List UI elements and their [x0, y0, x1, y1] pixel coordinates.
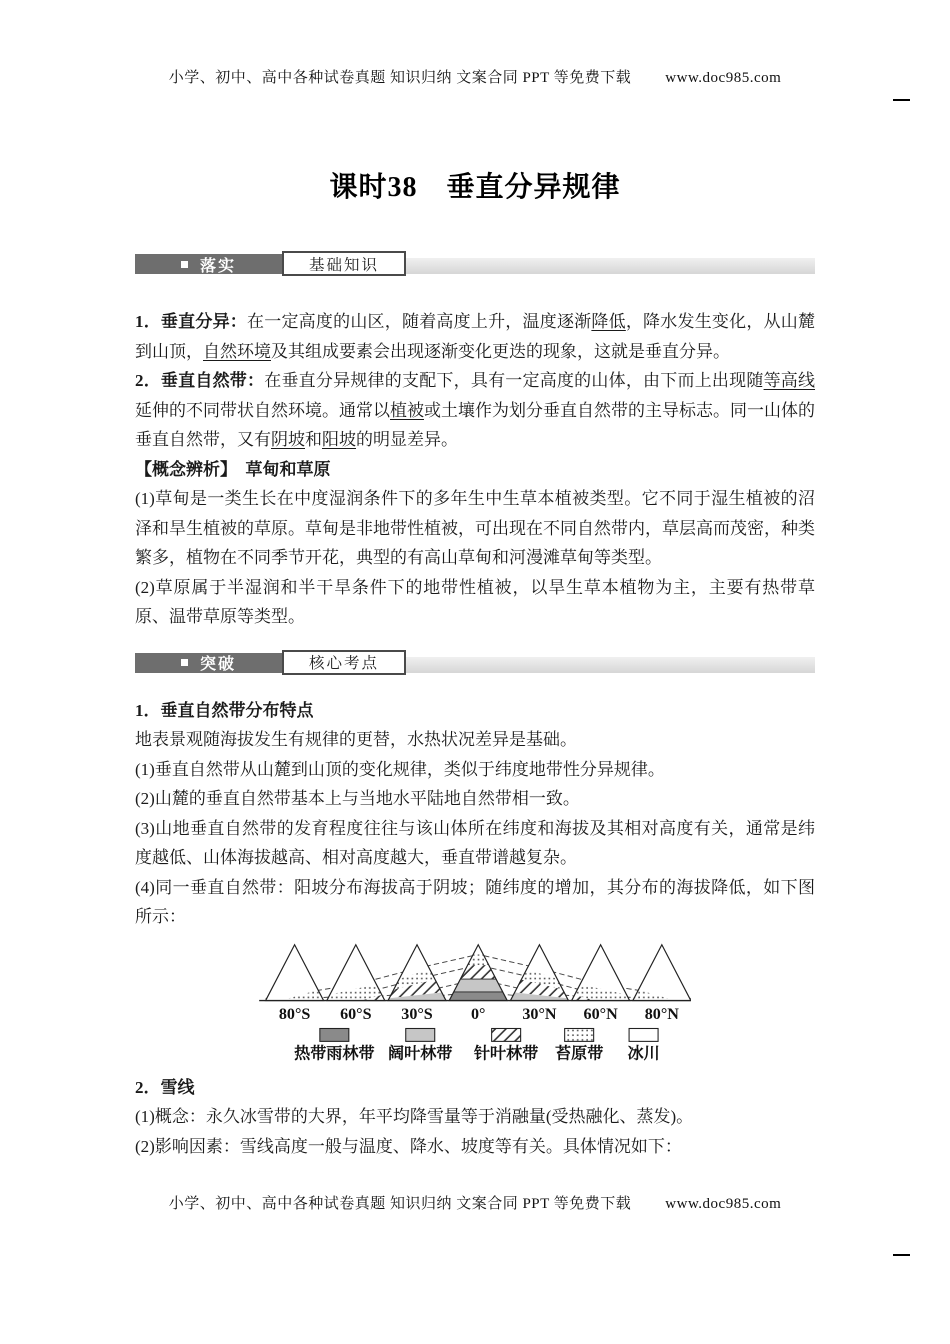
- para-meadow: (1)草甸是一类生长在中度湿润条件下的多年生中生草本植被类型。它不同于湿生植被的沼泽和旱生植被的草原。草甸是非地带性植被，可出现在不同自然带内，草层高而茂密，种类繁多，植物在不同季节开花，典型的有高山草甸和河漫滩草甸等类型。: [135, 489, 815, 567]
- section-tab-tupo: [135, 653, 282, 673]
- footer-slogan: 小学、初中、高中各种试卷真题 知识归纳 文案合同 PPT 等免费下载: [168, 1196, 632, 1212]
- page-header-note: [0, 0, 950, 87]
- heading-distribution-features: 1．垂直自然带分布特点: [135, 700, 314, 720]
- legend-label-conifer: 针叶林带: [473, 1045, 539, 1063]
- header-site-url: www.doc985.com: [665, 70, 782, 86]
- page-footer-note: [0, 1192, 950, 1213]
- mountain-belt-diagram-svg: [259, 934, 691, 1065]
- section-tab-luoshi: [135, 254, 282, 274]
- mountain-60n: [572, 944, 630, 1000]
- mountain-60s: [327, 944, 385, 1000]
- section-tab-label: 突破: [199, 656, 236, 673]
- mountain-80n: [631, 944, 691, 1000]
- basics-text-block: [135, 307, 815, 632]
- heading-concept-discrimination: 【概念辨析】 草甸和草原: [135, 459, 331, 479]
- diagram-legend: [294, 1028, 660, 1062]
- latitude-label-80n: 80°N: [644, 1005, 679, 1023]
- mountain-equator: [449, 944, 507, 1000]
- square-bullet-icon: [181, 659, 188, 666]
- para-point-1: (1)垂直自然带从山麓到山顶的变化规律，类似于纬度地带性分异规律。: [135, 759, 665, 779]
- para-point-4: (4)同一垂直自然带：阳坡分布海拔高于阴坡；随纬度的增加，其分布的海拔降低，如下图所示：: [135, 877, 815, 926]
- mountain-30s: [388, 944, 446, 1000]
- para-snowline-concept: (1)概念：永久冰雪带的大界，年平均降雪量等于消融量(受热融化、蒸发)。: [135, 1107, 694, 1126]
- crop-mark-top: [893, 99, 910, 101]
- header-slogan: 小学、初中、高中各种试卷真题 知识归纳 文案合同 PPT 等免费下载: [168, 70, 632, 86]
- section-box-basics-label: 基础知识: [282, 251, 406, 276]
- section-bar-basics: [135, 251, 815, 277]
- latitude-label-60s: 60°S: [340, 1005, 372, 1023]
- latitude-label-60n: 60°N: [583, 1005, 618, 1023]
- mountain-belt-diagram: [259, 934, 691, 1065]
- para-vertical-natural-belt: 2．垂直自然带：在垂直分异规律的支配下，具有一定高度的山体，由下而上出现随等高线延伸的不同带状自然环境。通常以植被或土壤作为划分垂直自然带的主导标志。同一山体的垂直自然带，又有阴坡和阳坡的明显差异。: [135, 371, 816, 449]
- para-grassland: (2)草原属于半湿润和半干旱条件下的地带性植被，以旱生草本植物为主，主要有热带草原、温带草原等类型。: [135, 577, 815, 626]
- section-box-core-label: 核心考点: [282, 650, 406, 675]
- mountain-30n: [510, 944, 568, 1000]
- section-tab-label: 落实: [199, 257, 236, 275]
- core-text-block: [135, 696, 815, 932]
- latitude-label-0: 0°: [470, 1005, 486, 1023]
- legend-swatch-broadleaf: [406, 1028, 435, 1041]
- legend-swatch-rainforest: [320, 1028, 349, 1041]
- para-snowline-factors: (2)影响因素：雪线高度一般与温度、降水、坡度等有关。具体情况如下：: [135, 1136, 682, 1156]
- legend-label-rainforest: 热带雨林带: [294, 1045, 375, 1063]
- legend-label-broadleaf: 阔叶林带: [388, 1045, 453, 1063]
- mountain-80s: [266, 944, 326, 1000]
- para-point-3: (3)山地垂直自然带的发育程度往往与该山体所在纬度和海拔及其相对高度有关，通常是纬度越低、山体海拔越高、相对高度越大，垂直带谱越复杂。: [135, 818, 815, 867]
- crop-mark-bottom: [893, 1254, 910, 1256]
- latitude-label-30s: 30°S: [401, 1005, 433, 1023]
- legend-label-glacier: 冰川: [627, 1045, 660, 1063]
- legend-swatch-tundra: [565, 1028, 594, 1041]
- section-bar-strip: [406, 258, 815, 274]
- para-point-2: (2)山麓的垂直自然带基本上与当地水平陆地自然带相一致。: [135, 789, 580, 808]
- legend-swatch-conifer: [492, 1028, 521, 1041]
- snowline-text-block: [135, 1073, 815, 1162]
- latitude-label-80s: 80°S: [278, 1005, 311, 1023]
- legend-label-tundra: 苔原带: [555, 1045, 604, 1063]
- latitude-labels: [279, 1005, 679, 1022]
- para-landscape-change: 地表景观随海拔发生有规律的更替，水热状况差异是基础。: [135, 730, 577, 749]
- legend-swatch-glacier: [629, 1028, 658, 1041]
- heading-snowline: 2．雪线: [135, 1077, 195, 1097]
- section-bar-core: [135, 650, 815, 676]
- square-bullet-icon: [181, 261, 188, 268]
- para-vertical-differentiation: 1．垂直分异：在一定高度的山区，随着高度上升，温度逐渐降低，降水发生变化，从山麓到山顶，自然环境及其组成要素会出现逐渐变化更迭的现象，这就是垂直分异。: [135, 312, 816, 361]
- footer-site-url: www.doc985.com: [665, 1196, 782, 1212]
- section-bar-strip: [406, 657, 815, 673]
- latitude-label-30n: 30°N: [522, 1005, 557, 1023]
- content-area: [135, 251, 815, 1161]
- page-title: 课时38 垂直分异规律: [329, 172, 621, 203]
